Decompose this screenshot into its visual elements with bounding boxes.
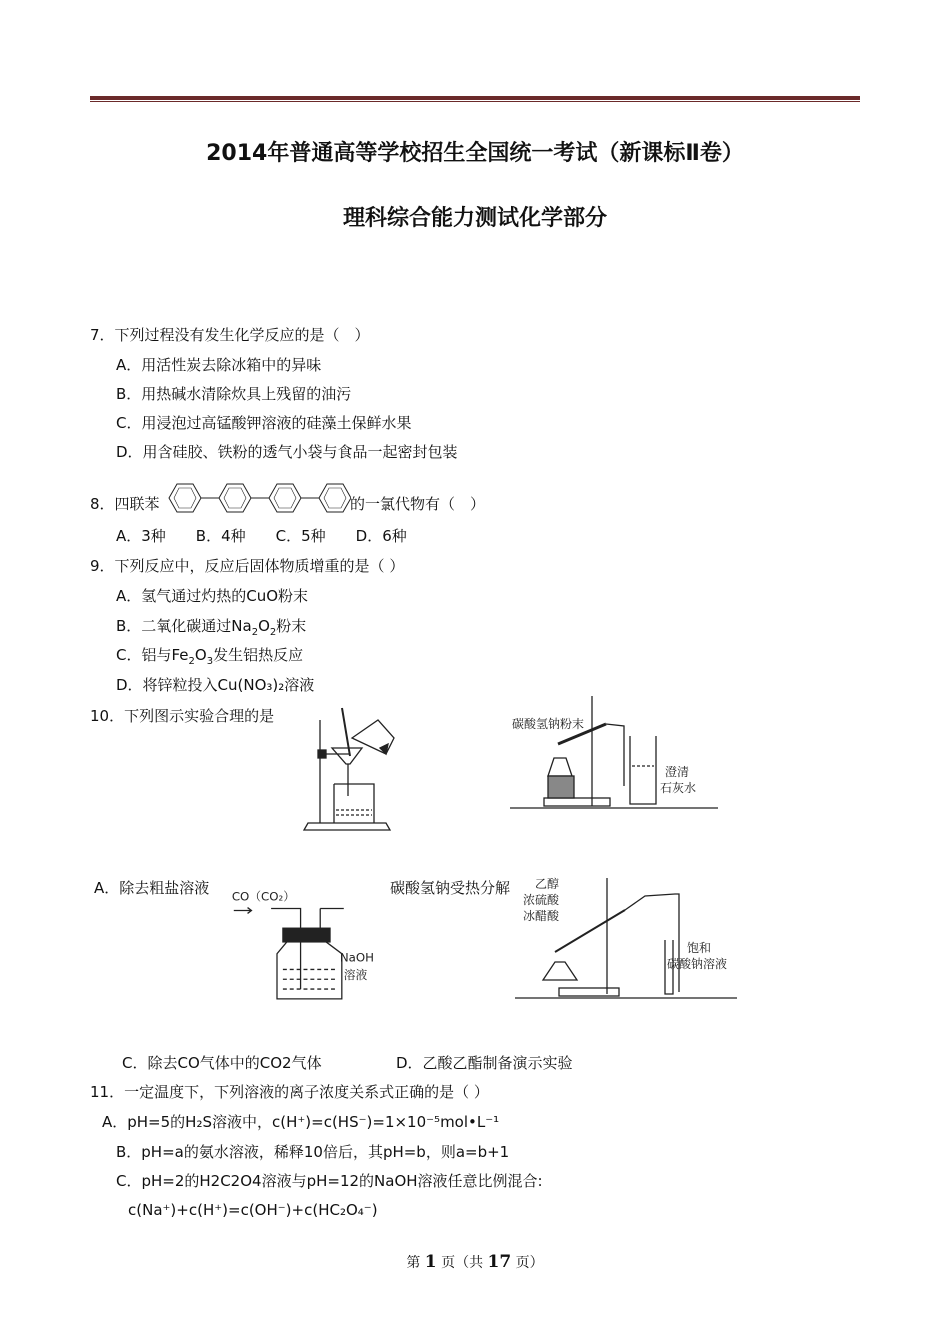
figure-filtration [290, 698, 418, 838]
label-limewater-1: 澄清 [665, 765, 690, 779]
quaterphenyl-structure [165, 478, 351, 518]
q7-stem: 7．下列过程没有发生化学反应的是（ ） [90, 326, 370, 344]
exam-subtitle: 理科综合能力测试化学部分 [342, 206, 607, 231]
label-saturated: 饱和 [687, 941, 712, 955]
label-solution: 溶液 [343, 968, 368, 983]
q11-option-a: A．pH=5的H₂S溶液中，c(H⁺)=c(HS⁻)=1×10⁻⁵mol•L⁻¹ [102, 1113, 500, 1131]
q10-option-c: C．除去CO气体中的CO2气体 [122, 1054, 322, 1072]
q11-option-b: B．pH=a的氨水溶液，稀释10倍后，其pH=b，则a=b+1 [116, 1143, 510, 1161]
q11-option-c-formula: c(Na⁺)+c(H⁺)=c(OH⁻)+c(HC₂O₄⁻) [128, 1201, 378, 1219]
page-footer: 第 1 页（共 17 页） [406, 1252, 544, 1272]
label-naoh: NaOH [339, 950, 374, 965]
q9-option-c: C．铝与$Fe_2O_3$发生铝热反应 [116, 646, 304, 667]
q7-option-b: B．用热碱水清除炊具上残留的油污 [116, 385, 352, 403]
q7-option-a: A．用活性炭去除冰箱中的异味 [116, 356, 322, 374]
q10-option-d: D．乙酸乙酯制备演示实验 [396, 1054, 573, 1072]
q10-stem: 10．下列图示实验合理的是 [90, 707, 275, 725]
exam-title: 2014年普通高等学校招生全国统一考试（新课标Ⅱ卷） [206, 141, 744, 166]
label-sulfuric-acid: 浓硫酸 [523, 893, 560, 907]
q10-option-b: 碳酸氢钠受热分解 [390, 879, 511, 897]
q10-option-a: A．除去粗盐溶液 [94, 879, 210, 897]
q11-stem: 11．一定温度下，下列溶液的离子浓度关系式正确的是（ ） [90, 1083, 489, 1101]
q8-options: A．3种 B．4种 C．5种 D．6种 [116, 527, 407, 545]
q9-stem: 9．下列反应中，反应后固体物质增重的是（ ） [90, 557, 405, 575]
label-co-co2: CO（CO₂） [231, 889, 296, 904]
q8-stem-post: 的一氯代物有（ ） [350, 495, 486, 513]
figure-gas-washing [222, 870, 387, 1006]
q7-option-c: C．用浸泡过高锰酸钾溶液的硅藻土保鲜水果 [116, 414, 412, 432]
label-na2co3-solution: 碳酸钠溶液 [667, 957, 728, 971]
q9-option-d: D．将锌粒投入Cu(NO₃)₂溶液 [116, 676, 315, 694]
q8-stem-pre: 8．四联苯 [90, 495, 160, 513]
header-rule [90, 96, 860, 100]
figure-nahco3-decomposition [510, 676, 718, 816]
label-limewater-2: 石灰水 [660, 781, 697, 795]
header-rule-thin [90, 101, 860, 102]
q11-option-c: C．pH=2的H2C2O4溶液与pH=12的NaOH溶液任意比例混合: [116, 1172, 543, 1190]
label-ethanol: 乙醇 [535, 877, 560, 891]
q9-option-a: A．氢气通过灼热的CuO粉末 [116, 587, 309, 605]
label-nahco3-powder: 碳酸氢钠粉末 [512, 717, 585, 731]
label-acetic-acid: 冰醋酸 [523, 909, 560, 923]
q9-option-b: B．二氧化碳通过$Na_2O_2$粉末 [116, 617, 307, 638]
figure-ethyl-acetate [515, 870, 737, 1006]
q7-option-d: D．用含硅胶、铁粉的透气小袋与食品一起密封包装 [116, 443, 458, 461]
